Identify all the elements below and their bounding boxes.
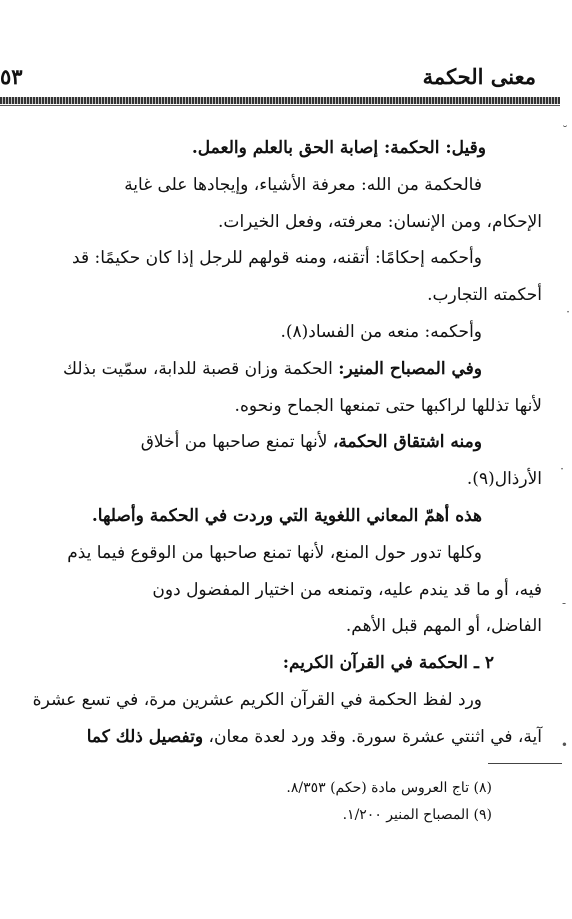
text-line: هذه أهمّ المعاني اللغوية التي وردت في الحكمة وأصلها. [91, 505, 482, 526]
text-line: أحكمته التجارب. [427, 285, 542, 306]
text-line: وكلها تدور حول المنع، لأنها تمنع صاحبها من الوقوع فيما يذم [67, 542, 482, 563]
text-line: لأنها تذللها لراكبها حتى تمنعها الجماح ونحوه. [234, 395, 542, 416]
body-text [0, 130, 542, 756]
text-line: وقيل: الحكمة: إصابة الحق بالعلم والعمل. [191, 138, 486, 158]
header-rule-line [0, 105, 560, 106]
text-line: ومنه اشتقاق الحكمة، لأنها تمنع صاحبها من أخلاق [140, 432, 482, 453]
text-line: الإحكام، ومن الإنسان: معرفته، وفعل الخيرات. [218, 211, 542, 232]
margin-mark: · [560, 462, 564, 476]
text-line: ورد لفظ الحكمة في القرآن الكريم عشرين مرة، في تسع عشرة [32, 689, 482, 710]
margin-mark: · [566, 305, 570, 319]
footnote-8: (٨) تاج العروس مادة (حكم) ٨/٣٥٣. [286, 780, 492, 796]
footnote-9: (٩) المصباح المنير ١/٢٠٠. [342, 807, 492, 823]
header-rule [0, 97, 560, 104]
text-line: وأحكمه: منعه من الفساد(٨). [280, 321, 482, 342]
footnotes [20, 775, 492, 829]
text-line: آية، في اثنتي عشرة سورة. وقد ورد لعدة معان، وتفصيل ذلك كما [86, 726, 542, 747]
text-line: فالحكمة من الله: معرفة الأشياء، وإيجادها على غاية [124, 174, 482, 195]
page-number: ٥٣ [0, 64, 23, 89]
text-line: الفاضل، أو المهم قبل الأهم. [345, 616, 542, 637]
text-line: الأرذال(٩). [466, 469, 542, 490]
footnote-separator [488, 763, 562, 764]
margin-mark: - [561, 596, 566, 610]
margin-mark: ˘ [562, 124, 568, 138]
text-line: وفي المصباح المنير: الحكمة وزان قصبة للدابة، سمّيت بذلك [63, 358, 482, 379]
text-line: وأحكمه إحكامًا: أتقنه، ومنه قولهم للرجل إذا كان حكيمًا: قد [72, 248, 482, 269]
text-line: فيه، أو ما قد يندم عليه، وتمنعه من اختيار المفضول دون [152, 579, 542, 600]
running-header [0, 62, 572, 96]
margin-mark: • [560, 738, 568, 752]
chapter-title: معنى الحكمة [422, 64, 536, 89]
section-heading: ٢ ـ الحكمة في القرآن الكريم: [282, 653, 494, 674]
